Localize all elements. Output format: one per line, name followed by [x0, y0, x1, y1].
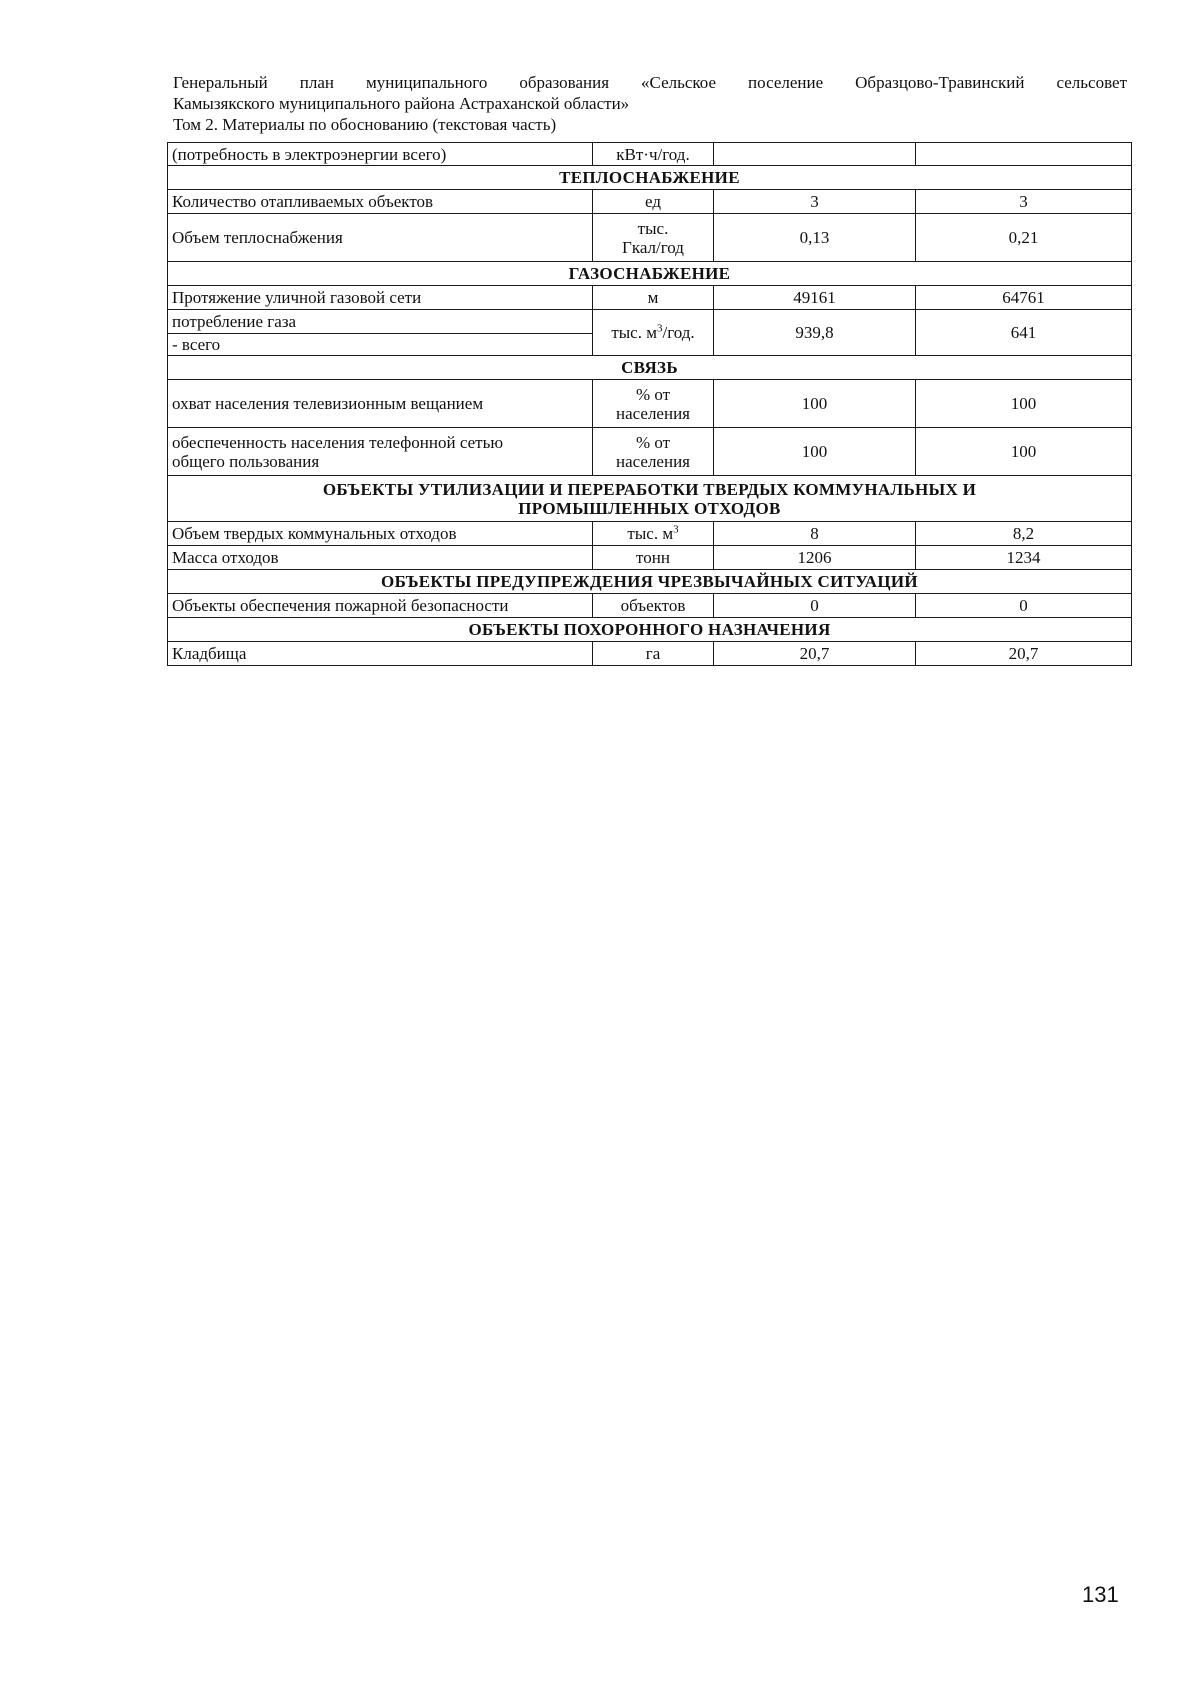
table-row [168, 143, 1132, 166]
row-unit [593, 310, 714, 356]
row-unit-prefix: тыс. м [627, 524, 674, 543]
row-name: потребление газа [168, 310, 593, 334]
row-value-2: 1234 [916, 546, 1132, 570]
row-value-1: 0,13 [714, 214, 916, 262]
row-value-1: 1206 [714, 546, 916, 570]
section-title-waste [168, 476, 1132, 522]
table-row [168, 594, 1132, 618]
table-row [168, 190, 1132, 214]
row-unit: тонн [593, 546, 714, 570]
header-title-line-1: Генеральный план муниципального образования «Сельское поселение Образцово-Травинский сельсовет [173, 73, 1127, 92]
row-name: Объем твердых коммунальных отходов [168, 522, 593, 546]
section-row [168, 476, 1132, 522]
row-value-1: 8 [714, 522, 916, 546]
row-name: охват населения телевизионным вещанием [168, 380, 593, 428]
section-title-gas: ГАЗОСНАБЖЕНИЕ [168, 262, 1132, 286]
section-row [168, 262, 1132, 286]
table-row [168, 522, 1132, 546]
section-row [168, 618, 1132, 642]
row-unit: м [593, 286, 714, 310]
row-unit-prefix: тыс. м [611, 323, 657, 342]
header-volume-line: Том 2. Материалы по обоснованию (текстовая часть) [173, 115, 557, 134]
table-row [168, 546, 1132, 570]
indicators-table [167, 142, 1132, 666]
row-unit-suffix: /год. [662, 323, 695, 342]
table-row [168, 286, 1132, 310]
row-unit: ед [593, 190, 714, 214]
row-unit-line-1: % от [635, 384, 671, 404]
row-unit-line-2: населения [616, 451, 690, 471]
row-unit [593, 214, 714, 262]
row-name: Объем теплоснабжения [168, 214, 593, 262]
section-title-waste-line-1: ОБЪЕКТЫ УТИЛИЗАЦИИ И ПЕРЕРАБОТКИ ТВЕРДЫХ КОММУНАЛЬНЫХ И [322, 479, 977, 499]
row-unit [593, 380, 714, 428]
row-unit-sup: 3 [656, 322, 663, 335]
row-unit-line-2: населения [616, 403, 690, 423]
row-name-sub: - всего [168, 334, 593, 356]
table-row [168, 380, 1132, 428]
section-row [168, 356, 1132, 380]
table-row [168, 642, 1132, 666]
row-unit-line-2: Гкал/год [622, 237, 684, 257]
document-header [173, 72, 1127, 135]
row-value-2: 64761 [916, 286, 1132, 310]
row-unit-sup: 3 [673, 523, 679, 536]
row-value-2: 3 [916, 190, 1132, 214]
row-unit [593, 522, 714, 546]
section-row [168, 570, 1132, 594]
row-unit [593, 428, 714, 476]
row-value-2: 100 [916, 380, 1132, 428]
row-value-1: 49161 [714, 286, 916, 310]
row-value-2: 20,7 [916, 642, 1132, 666]
section-title-communications: СВЯЗЬ [168, 356, 1132, 380]
section-title-heat: ТЕПЛОСНАБЖЕНИЕ [168, 166, 1132, 190]
section-row [168, 166, 1132, 190]
page-number: 131 [1082, 1582, 1119, 1607]
table-row [168, 214, 1132, 262]
row-value-1: 0 [714, 594, 916, 618]
row-name: Количество отапливаемых объектов [168, 190, 593, 214]
row-name-line-1: обеспеченность населения телефонной сетью [172, 432, 504, 452]
row-value-2 [916, 143, 1132, 166]
row-value-2: 641 [916, 310, 1132, 356]
row-unit: га [593, 642, 714, 666]
row-value-1: 3 [714, 190, 916, 214]
table-row [168, 428, 1132, 476]
section-title-emergency: ОБЪЕКТЫ ПРЕДУПРЕЖДЕНИЯ ЧРЕЗВЫЧАЙНЫХ СИТУАЦИЙ [168, 570, 1132, 594]
row-unit-line-1: % от [635, 432, 671, 452]
row-name: Протяжение уличной газовой сети [168, 286, 593, 310]
row-value-1 [714, 143, 916, 166]
row-value-2: 0 [916, 594, 1132, 618]
row-name [168, 428, 593, 476]
row-value-2: 8,2 [916, 522, 1132, 546]
row-name: Кладбища [168, 642, 593, 666]
row-value-1: 939,8 [714, 310, 916, 356]
row-unit: кВт·ч/год. [593, 143, 714, 166]
row-value-2: 0,21 [916, 214, 1132, 262]
row-name: Масса отходов [168, 546, 593, 570]
table-row [168, 310, 1132, 334]
row-name: Объекты обеспечения пожарной безопасности [168, 594, 593, 618]
row-name: (потребность в электроэнергии всего) [168, 143, 593, 166]
row-value-2: 100 [916, 428, 1132, 476]
section-title-funeral: ОБЪЕКТЫ ПОХОРОННОГО НАЗНАЧЕНИЯ [168, 618, 1132, 642]
row-unit-line-1: тыс. [637, 218, 669, 238]
section-title-waste-line-2: ПРОМЫШЛЕННЫХ ОТХОДОВ [518, 498, 781, 518]
row-value-1: 100 [714, 380, 916, 428]
row-value-1: 100 [714, 428, 916, 476]
row-name-line-2: общего пользования [172, 451, 320, 471]
row-unit: объектов [593, 594, 714, 618]
row-value-1: 20,7 [714, 642, 916, 666]
header-title-line-2: Камызякского муниципального района Астраханской области» [173, 94, 630, 113]
